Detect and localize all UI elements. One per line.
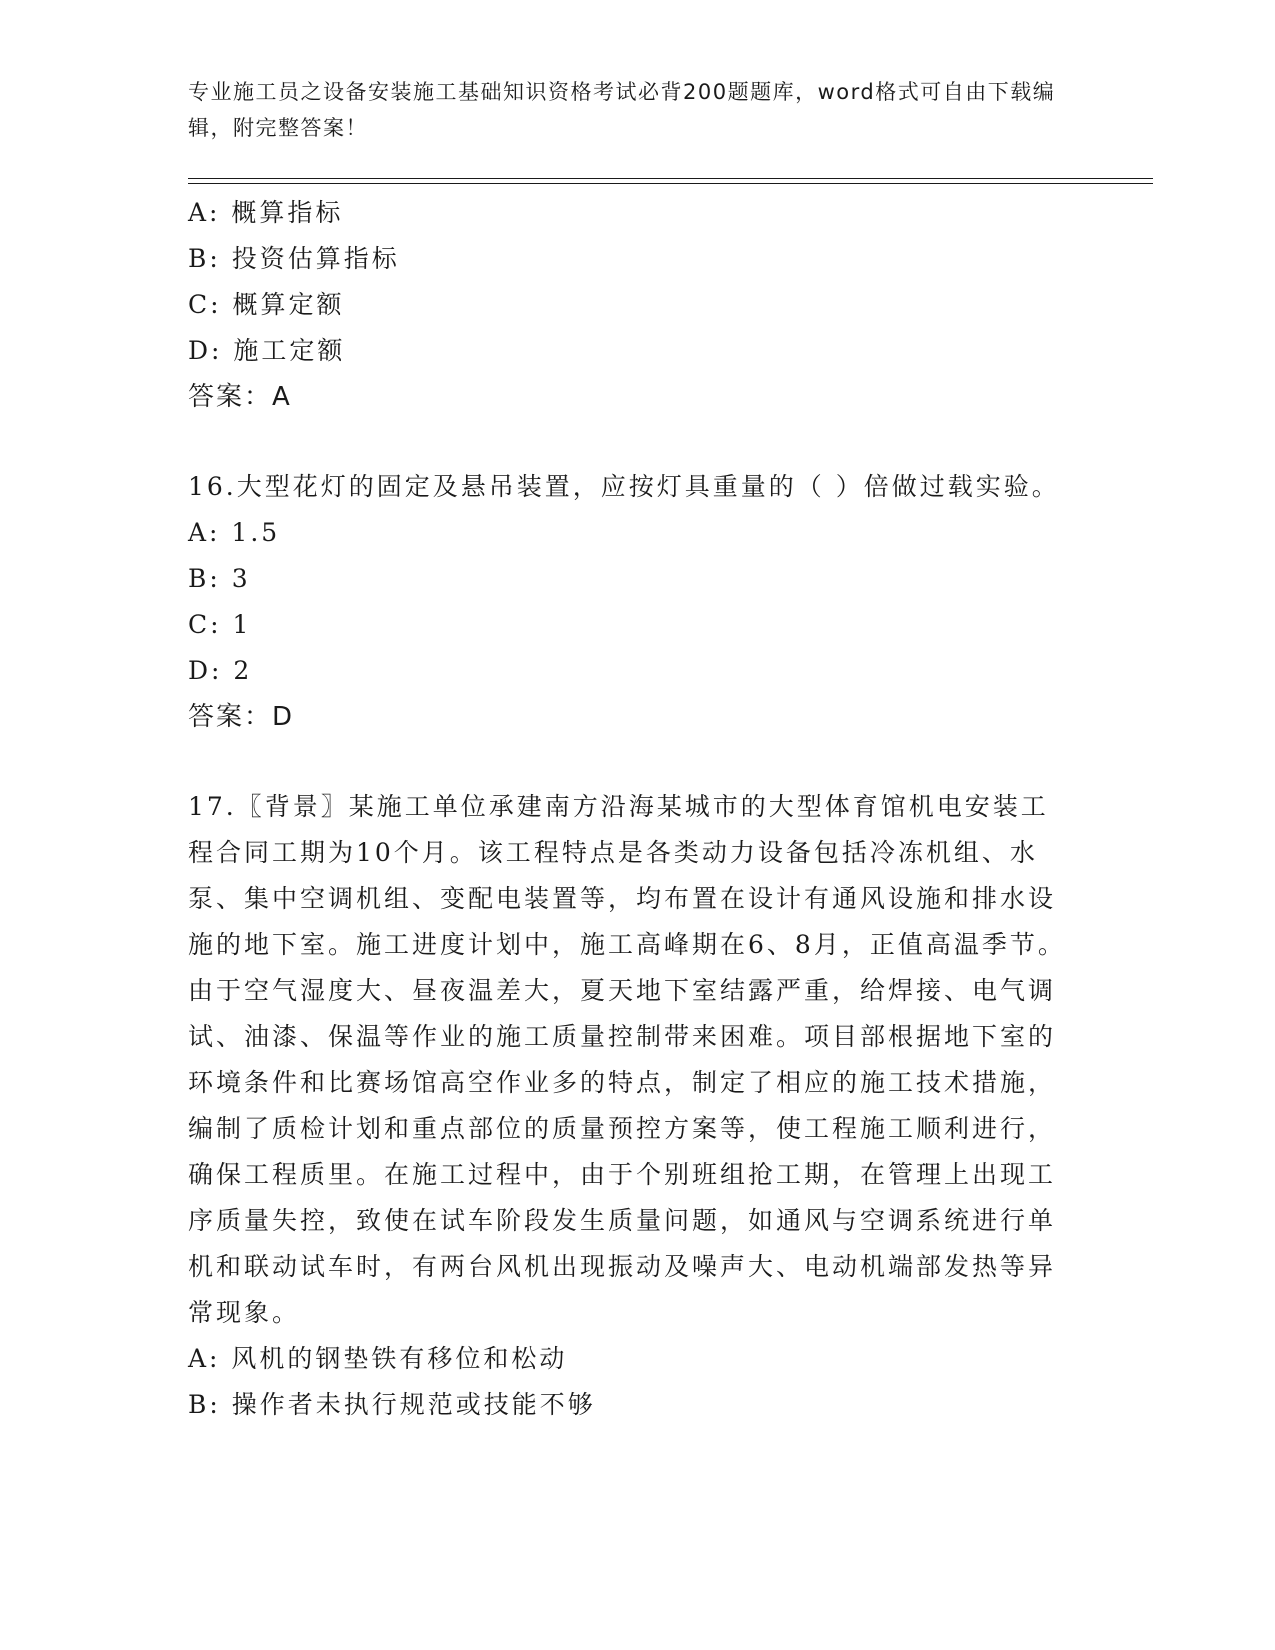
spacer bbox=[188, 420, 1068, 464]
header-divider bbox=[188, 178, 1153, 184]
page-header: 专业施工员之设备安装施工基础知识资格考试必背200题题库，word格式可自由下载编辑，附完整答案！ bbox=[188, 80, 1056, 140]
option-a: A: 风机的钢垫铁有移位和松动 bbox=[188, 1344, 568, 1373]
answer-line: 答案：D bbox=[188, 702, 295, 732]
option-b: B: 3 bbox=[188, 564, 251, 593]
question-17 bbox=[188, 784, 1068, 1428]
option-a: A: 概算指标 bbox=[188, 198, 344, 227]
option-c: C: 1 bbox=[188, 610, 252, 639]
question-content bbox=[188, 190, 1068, 1428]
spacer bbox=[188, 740, 1068, 784]
option-b: B: 投资估算指标 bbox=[188, 244, 400, 273]
question-stem: 17.〖背景〗某施工单位承建南方沿海某城市的大型体育馆机电安装工程合同工期为10个月。该工程特点是各类动力设备包括冷冻机组、水泵、集中空调机组、变配电装置等，均布置在设计有通风设施和排水设施的地下室。施工进度计划中，施工高峰期在6、8月，正值高温季节。由于空气湿度大、昼夜温差大，夏天地下室结露严重，给焊接、电气调试、油漆、保温等作业的施工质量控制带来困难。项目部根据地下室的环境条件和比赛场馆高空作业多的特点，制定了相应的施工技术措施，编制了质检计划和重点部位的质量预控方案等，使工程施工顺利进行，确保工程质里。在施工过程中，由于个别班组抢工期，在管理上出现工序质量失控，致使在试车阶段发生质量问题，如通风与空调系统进行单机和联动试车时，有两台风机出现振动及噪声大、电动机端部发热等异常现象。 bbox=[188, 792, 1066, 1327]
question-15-options bbox=[188, 190, 1068, 420]
option-d: D: 施工定额 bbox=[188, 336, 346, 365]
option-a: A: 1.5 bbox=[188, 518, 281, 547]
option-c: C: 概算定额 bbox=[188, 290, 345, 319]
question-16 bbox=[188, 464, 1068, 740]
answer-line: 答案：A bbox=[188, 382, 292, 412]
option-b: B: 操作者未执行规范或技能不够 bbox=[188, 1390, 596, 1419]
question-stem: 16.大型花灯的固定及悬吊装置，应按灯具重量的（ ）倍做过载实验。 bbox=[188, 472, 1060, 501]
option-d: D: 2 bbox=[188, 656, 253, 685]
